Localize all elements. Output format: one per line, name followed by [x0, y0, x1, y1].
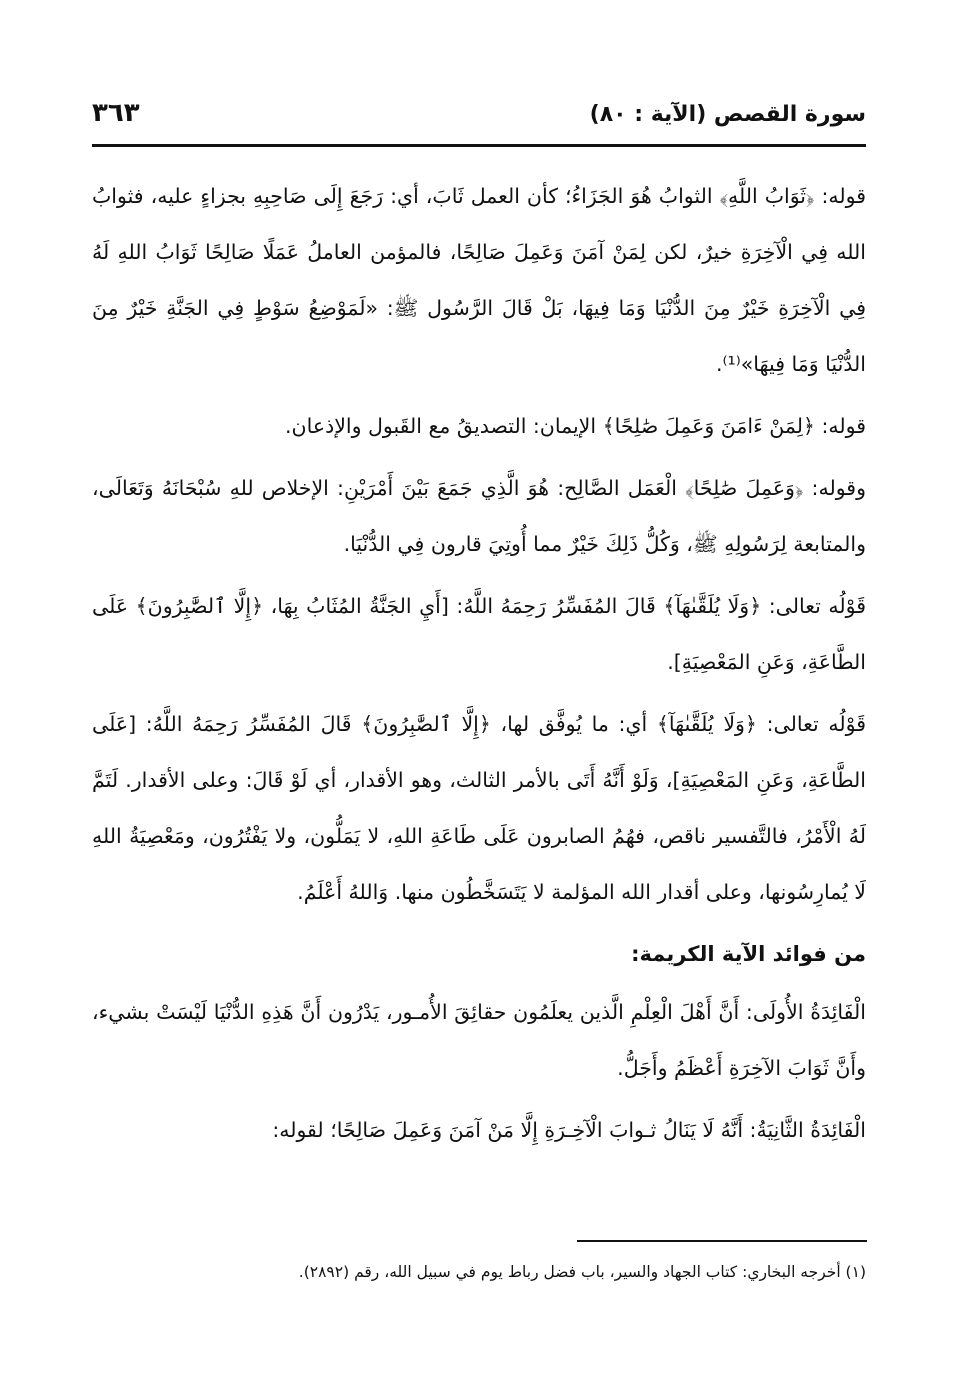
header-rule: [92, 144, 866, 147]
surah-title: سورة القصص (الآية : ٨٠): [589, 102, 866, 127]
page-header: [92, 96, 866, 136]
paragraph-faith-definition: قوله: ﴿لِمَنْ ءَامَنَ وَعَمِلَ صَٰلِحًا﴾ الإيمان: التصديقُ مع القَبول والإذعان.: [285, 414, 866, 438]
benefit-first: الْفَائِدَةُ الأُولَى: أَنَّ أَهْلَ الْعِلْمِ الَّذين يعلَمُون حقائِقَ الأُمـور، يَدْرُون أَنَّ هَذِهِ الدُّنْيَا لَيْسَتْ بشيء، وأَنَّ ثَوَابَ الآخِرَةِ أَعْظَمُ وأَجَلُّ.: [92, 1000, 866, 1080]
footnote-rule: [577, 1240, 867, 1242]
paragraph-reward-of-allah: قوله: ﴿ثَوَابُ اللَّهِ﴾ الثوابُ هُوَ الجَزَاءُ؛ كأن العمل ثَابَ، أي: رَجَعَ إِلَى صَاحِبِهِ بجزاءٍ عليه، فثوابُ الله فِي الْآخِرَةِ خيرٌ، لكن لِمَنْ آمَنَ وَعَمِلَ صَالِحًا، فالمؤمن العاملُ عَمَلًا صَالِحًا ثَوَابُ اللهِ لَهُ فِي الْآخِرَةِ خَيْرٌ مِنَ الدُّنْيَا وَمَا فِيهَا، بَلْ قَالَ الرَّسُول ﷺ: «لَمَوْضِعُ سَوْطٍ فِي الجَنَّةِ خَيْرٌ مِنَ الدُّنْيَا وَمَا فِيهَا»⁽¹⁾.: [92, 184, 866, 376]
benefit-second: الْفَائِدَةُ الثَّانِيَةُ: أَنَّهُ لَا يَنَالُ ثـوابَ الْآخِـرَةِ إِلَّا مَنْ آمَنَ وَعَمِلَ صَالِحًا؛ لقوله:: [272, 1118, 866, 1142]
paragraph-patience-commentary: قَوْلُه تعالى: ﴿وَلَا يُلَقَّىٰهَآ﴾ أي: ما يُوفَّق لها، ﴿إِلَّا ٱلصَّٰبِرُونَ﴾ قَالَ المُفَسِّرُ رَحِمَهُ اللَّهُ: [عَلَى الطَّاعَةِ، وَعَنِ المَعْصِيَةِ]، وَلَوْ أَنَّهُ أَتَى بالأمر الثالث، وهو الأقدار، أي لَوْ قَالَ: وعلى الأقدار. لَتَمَّ لَهُ الْأَمْرُ، فالتَّفسير ناقص، فهُمُ الصابرون عَلَى طَاعَةِ اللهِ، لا يَمَلُّون، ولا يَفْتُرُون، ومَعْصِيَةُ اللهِ لَا يُمارِسُونها، وعلى أقدار الله المؤلمة لا يَتَسَخَّطُون منها. وَاللهُ أَعْلَمُ.: [92, 712, 866, 904]
paragraph-righteous-deed: وقوله: ﴿وَعَمِلَ صَٰلِحًا﴾ الْعَمَل الصَّالِح: هُوَ الَّذِي جَمَعَ بَيْنَ أَمْرَيْنِ: الإخلاص للهِ سُبْحَانَهُ وَتَعَالَى، والمتابعة لِرَسُولِهِ ﷺ، وَكُلُّ ذَلِكَ خَيْرٌ مما أُوتِيَ قارون فِي الدُّنْيَا.: [92, 476, 866, 556]
body-text: [92, 168, 866, 1164]
page-number: ٣٦٣: [92, 98, 140, 128]
footnote: (١) أخرجه البخاري: كتاب الجهاد والسير، باب فضل رباط يوم في سبيل الله، رقم (٢٨٩٢).: [298, 1263, 866, 1281]
benefits-heading: من فوائد الآية الكريمة:: [631, 942, 866, 966]
paragraph-mufassir-quote: قَوْلُه تعالى: ﴿وَلَا يُلَقَّىٰهَآ﴾ قَالَ المُفَسِّرُ رَحِمَهُ اللَّهُ: [أَيِ الجَنَّةُ المُثَابُ بِهَا، ﴿إِلَّا ٱلصَّٰبِرُونَ﴾ عَلَى الطَّاعَةِ، وَعَنِ المَعْصِيَةِ].: [92, 594, 866, 674]
